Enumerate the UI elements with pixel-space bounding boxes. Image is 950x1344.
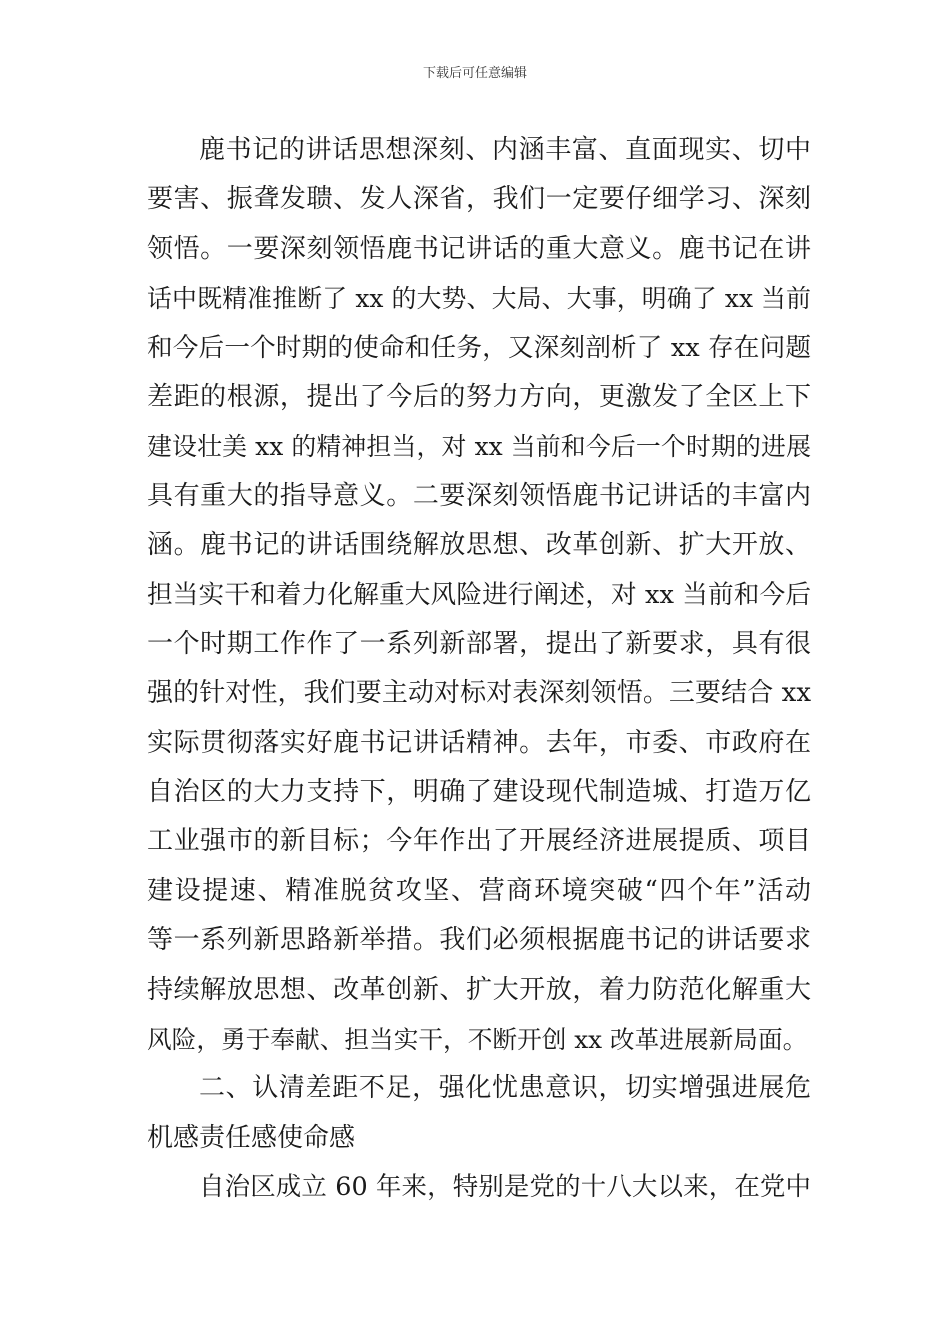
paragraph-line: 领悟。一要深刻领悟鹿书记讲话的重大意义。鹿书记在讲 [147, 233, 811, 264]
paragraph-line: 差距的根源，提出了今后的努力方向，更激发了全区上下 [147, 381, 811, 412]
paragraph-line: 持续解放思想、改革创新、扩大开放，着力防范化解重大 [147, 974, 811, 1005]
paragraph-line: 涵。鹿书记的讲话围绕解放思想、改革创新、扩大开放、 [147, 530, 811, 561]
paragraph-line: 一个时期工作作了一系列新部署，提出了新要求，具有很 [147, 628, 811, 659]
section-heading-line: 机感责任感使命感 [147, 1122, 356, 1153]
section-heading-line: 二、认清差距不足，强化忧患意识，切实增强进展危 [199, 1073, 811, 1104]
document-body [147, 126, 811, 1213]
paragraph-line: 建设提速、精准脱贫攻坚、营商环境突破“四个年”活动 [147, 875, 811, 906]
paragraph-line: 风险，勇于奉献、担当实干，不断开创 xx 改革进展新局面。 [147, 1025, 808, 1055]
paragraph-line: 鹿书记的讲话思想深刻、内涵丰富、直面现实、切中 [199, 135, 811, 165]
paragraph-line: 具有重大的指导意义。二要深刻领悟鹿书记讲话的丰富内 [147, 480, 811, 511]
paragraph-line: 强的针对性，我们要主动对标对表深刻领悟。三要结合 xx [147, 678, 811, 709]
page-header: 下载后可任意编辑 [422, 66, 527, 81]
paragraph-line: 实际贯彻落实好鹿书记讲话精神。去年，市委、市政府在 [147, 727, 811, 758]
paragraph-line: 建设壮美 xx 的精神担当，对 xx 当前和今后一个时期的进展 [147, 432, 811, 462]
paragraph-line: 工业强市的新目标；今年作出了开展经济进展提质、项目 [147, 826, 811, 857]
paragraph-line: 话中既精准推断了 xx 的大势、大局、大事，明确了 xx 当前 [147, 284, 811, 314]
paragraph-line: 自治区的大力支持下，明确了建设现代制造城、打造万亿 [147, 777, 811, 808]
paragraph-line: 等一系列新思路新举措。我们必须根据鹿书记的讲话要求 [147, 925, 811, 956]
paragraph-line: 要害、振聋发聩、发人深省，我们一定要仔细学习、深刻 [147, 184, 811, 215]
paragraph-line: 和今后一个时期的使命和任务，又深刻剖析了 xx 存在问题 [147, 332, 811, 363]
paragraph-line: 担当实干和着力化解重大风险进行阐述，对 xx 当前和今后 [147, 579, 811, 610]
paragraph-line: 自治区成立 60 年来，特别是党的十八大以来，在党中 [199, 1172, 811, 1203]
